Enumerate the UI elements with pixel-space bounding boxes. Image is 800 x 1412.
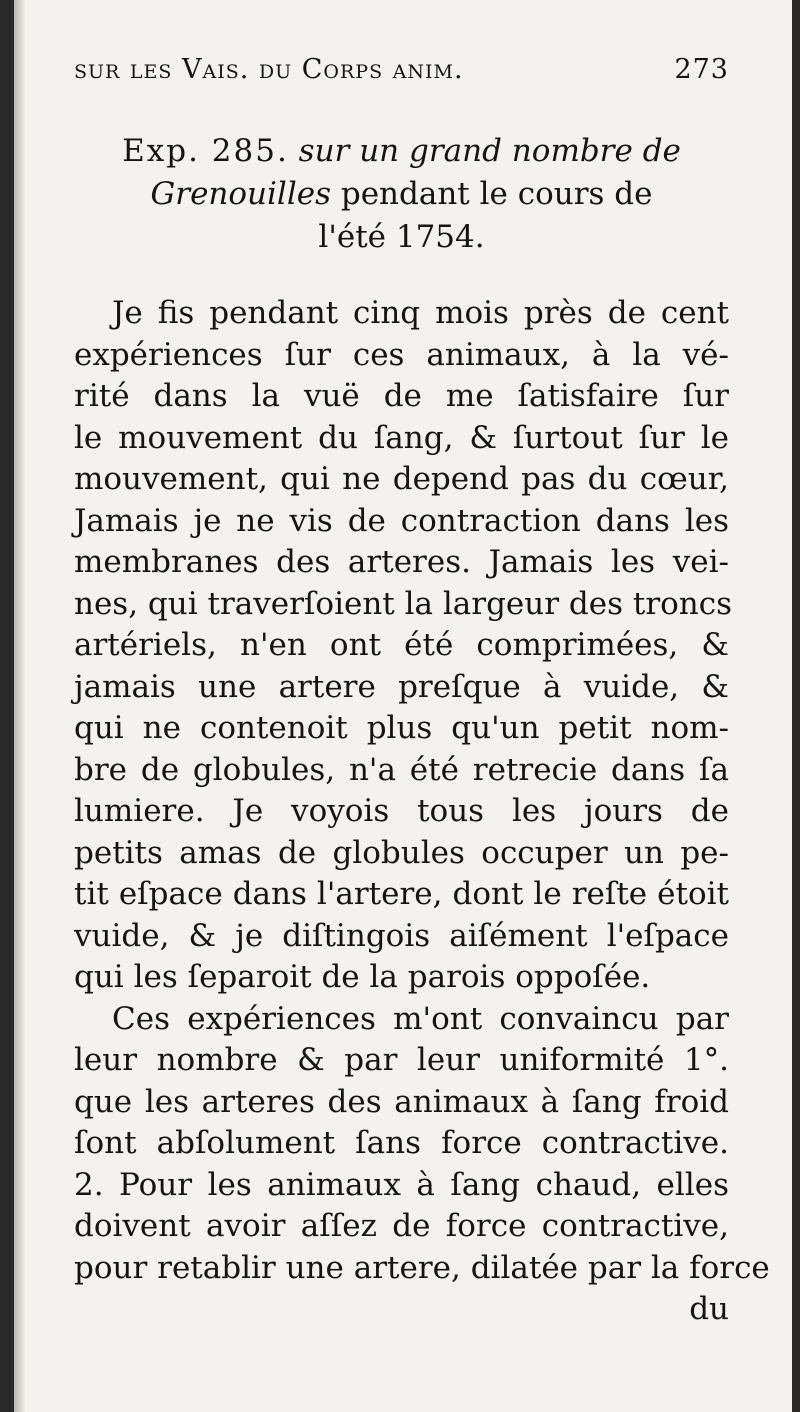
running-head-title: sur les Vais. du Corps anim. bbox=[74, 54, 464, 85]
book-page bbox=[14, 0, 792, 1412]
text-line: lumiere. Je voyois tous les jours de bbox=[74, 793, 729, 829]
text-line: leur nombre & par leur uniformité 1°. bbox=[74, 1042, 729, 1078]
text-line: qui ne contenoit plus qu'un petit nom- bbox=[74, 710, 729, 746]
text-line: mouvement, qui ne depend pas du cœur, bbox=[74, 461, 729, 497]
running-head bbox=[74, 40, 729, 100]
page-number: 273 bbox=[674, 54, 729, 85]
text-line: vuide, & je diſtingois aiſément l'eſpace bbox=[74, 917, 729, 954]
heading-roman-2: pendant le cours de bbox=[340, 176, 653, 212]
page-text-block bbox=[74, 40, 770, 1331]
text-line: doivent avoir aſſez de force contractive, bbox=[74, 1208, 729, 1244]
text-line: tit eſpace dans l'artere, dont le reſte étoit bbox=[74, 876, 729, 912]
text-line: ſont abſolument ſans force contractive. bbox=[74, 1125, 729, 1161]
text-line: petits amas de globules occuper un pe- bbox=[74, 834, 729, 871]
text-line: 2. Pour les animaux à ſang chaud, elles bbox=[74, 1166, 729, 1203]
text-line: rité dans la vuë de me ſatisfaire ſur bbox=[74, 378, 729, 414]
text-line: pour retablir une artere, dilatée par la force bbox=[74, 1249, 770, 1286]
heading-line-2 bbox=[74, 173, 729, 216]
heading-line-1 bbox=[74, 130, 729, 173]
heading-italic-1: sur un grand nombre de bbox=[298, 133, 681, 169]
paragraph-1 bbox=[74, 293, 733, 999]
text-line: artériels, n'en ont été comprimées, & bbox=[74, 627, 729, 663]
text-line: membranes des arteres. Jamais les vei- bbox=[74, 544, 729, 580]
text-line: le mouvement du ſang, & ſurtout ſur le bbox=[74, 419, 729, 456]
text-line: Jamais je ne vis de contraction dans les bbox=[74, 502, 729, 539]
text-line: bre de globules, n'a été retrecie dans ſa bbox=[74, 751, 729, 788]
text-line: jamais une artere preſque à vuide, & bbox=[74, 668, 729, 705]
text-line: nes, qui traverſoient la largeur des troncs bbox=[74, 585, 733, 622]
text-line: que les arteres des animaux à ſang froid bbox=[74, 1083, 729, 1120]
page-gutter-shadow bbox=[14, 0, 26, 1412]
paragraph-2 bbox=[74, 999, 770, 1290]
text-line: qui les ſeparoit de la parois oppoſée. bbox=[74, 959, 651, 995]
experiment-heading bbox=[74, 130, 729, 259]
text-line: Ces expériences m'ont convaincu par bbox=[112, 1000, 729, 1037]
heading-line-3: l'été 1754. bbox=[318, 219, 485, 255]
text-line: Je fis pendant cinq mois près de cent bbox=[112, 295, 729, 331]
text-line: expériences ſur ces animaux, à la vé- bbox=[74, 336, 729, 373]
catchword: du bbox=[689, 1291, 729, 1327]
heading-italic-2: Grenouilles bbox=[150, 176, 341, 212]
experiment-label: Exp. 285. bbox=[122, 133, 289, 169]
